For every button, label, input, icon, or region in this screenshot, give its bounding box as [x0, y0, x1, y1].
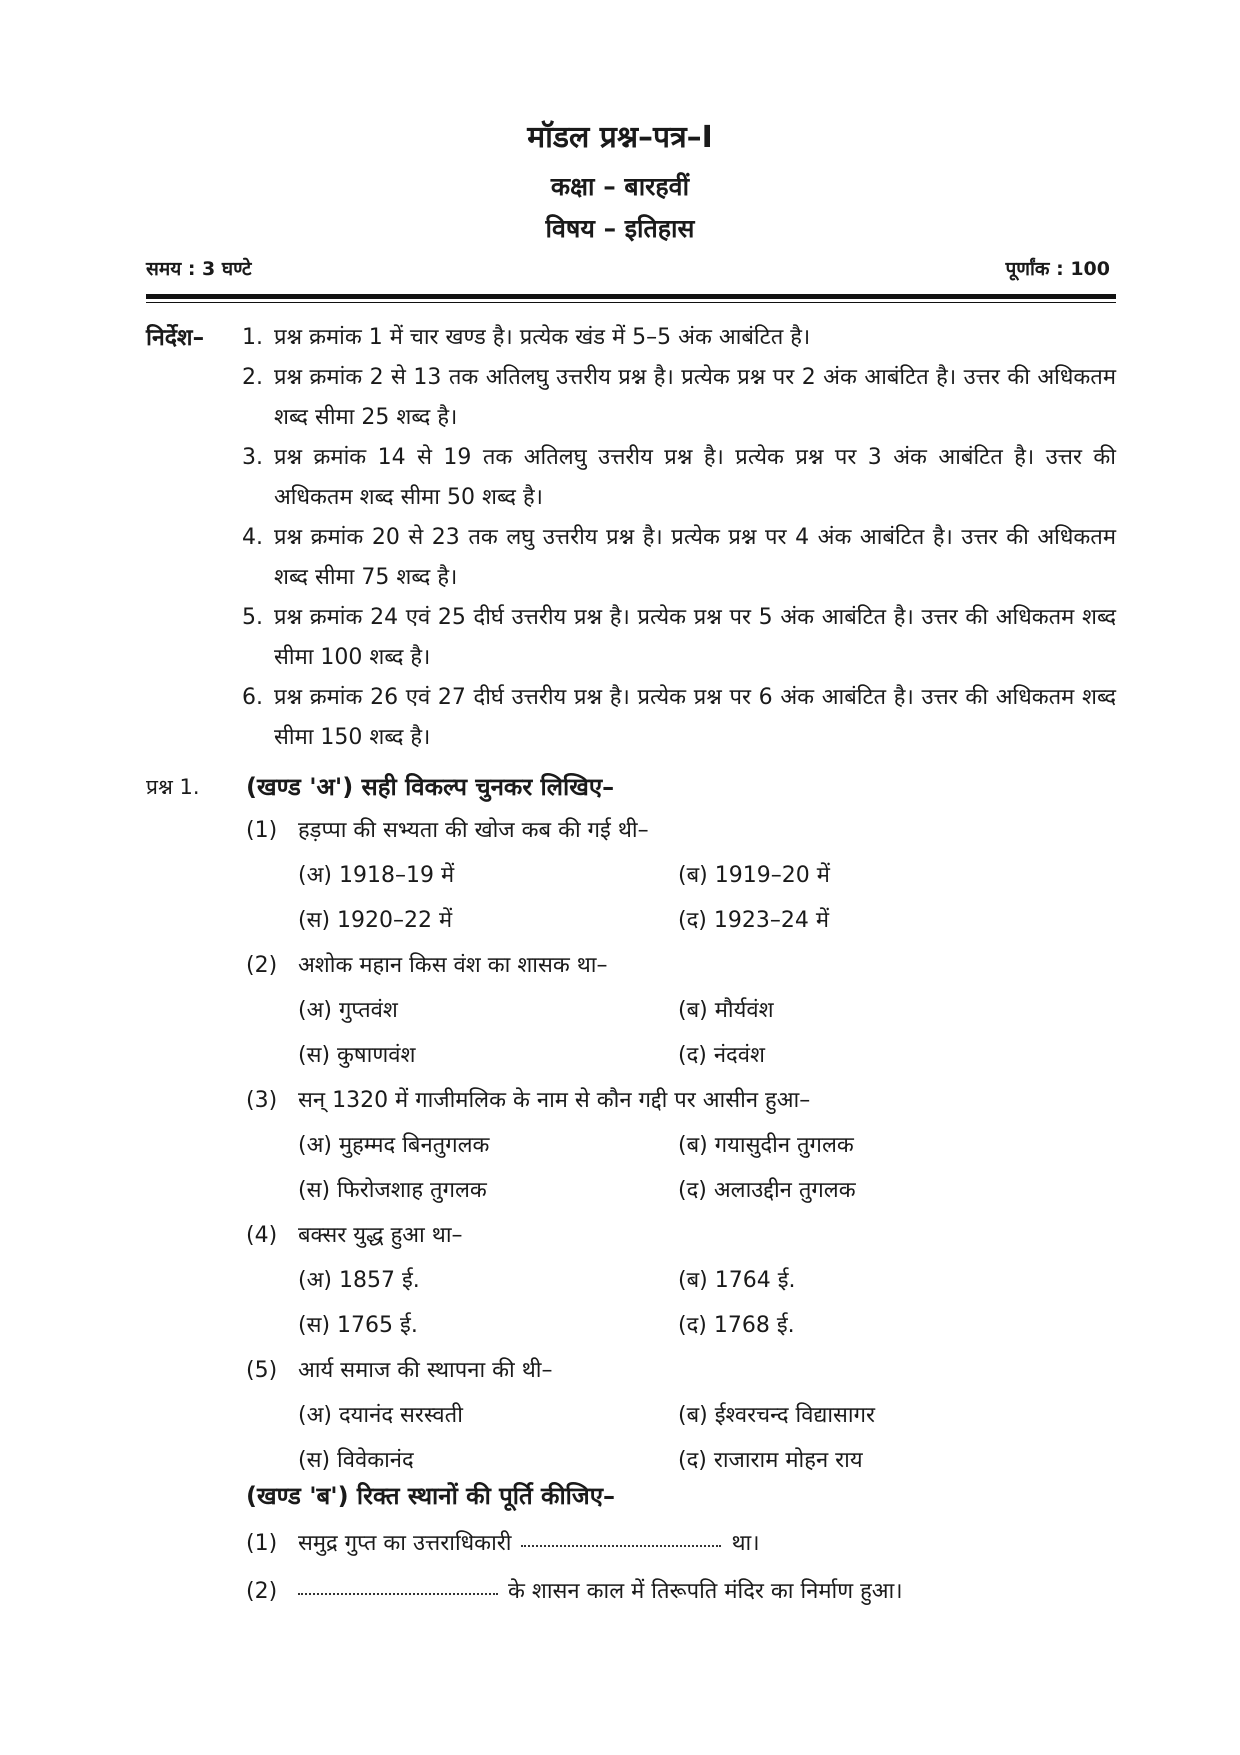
header-rule-thin — [146, 302, 1116, 303]
instruction-item — [146, 438, 1116, 518]
mcq-options — [246, 898, 1116, 943]
fill-text-after: था। — [731, 1531, 760, 1556]
mcq-number: (3) — [246, 1087, 278, 1113]
question-1-header — [146, 770, 1116, 803]
fill-item — [246, 1568, 1116, 1616]
mcq-option: (ब) ईश्वरचन्द विद्यासागर — [678, 1402, 875, 1428]
mcq-number: (1) — [246, 817, 278, 843]
mcq-option: (ब) 1919–20 में — [678, 862, 830, 888]
mcq-option: (द) राजाराम मोहन राय — [678, 1447, 863, 1473]
mcq-options — [246, 1123, 1116, 1168]
mcq-number: (4) — [246, 1222, 278, 1248]
mcq-option: (द) 1768 ई. — [678, 1312, 795, 1338]
instruction-text: प्रश्न क्रमांक 26 एवं 27 दीर्घ उत्तरीय प्रश्न है। प्रत्येक प्रश्न पर 6 अंक आबंटित है। उत्तर की अधिकतम शब्द सीमा 150 शब्द है। — [274, 685, 1116, 750]
instruction-text: प्रश्न क्रमांक 20 से 23 तक लघु उत्तरीय प्रश्न है। प्रत्येक प्रश्न पर 4 अंक आबंटित है। उत्तर की अधिकतम शब्द सीमा 75 शब्द है। — [274, 525, 1116, 590]
instruction-number: 4. — [242, 525, 263, 550]
instruction-number: 5. — [242, 605, 263, 630]
mcq-question — [246, 1213, 1116, 1258]
paper-title: मॉडल प्रश्न–पत्र–I — [527, 120, 713, 155]
mcq-option: (द) 1923–24 में — [678, 907, 829, 933]
mcq-options — [246, 853, 1116, 898]
mcq-option: (द) अलाउद्दीन तुगलक — [678, 1177, 856, 1203]
instruction-text: प्रश्न क्रमांक 14 से 19 तक अतिलघु उत्तरीय प्रश्न है। प्रत्येक प्रश्न पर 3 अंक आबंटित है। उत्तर की अधिकतम शब्द सीमा 50 शब्द है। — [274, 445, 1116, 510]
instruction-item — [146, 518, 1116, 598]
mcq-options — [246, 1033, 1116, 1078]
fill-item — [246, 1520, 1116, 1568]
instruction-item — [146, 598, 1116, 678]
mcq-option: (द) नंदवंश — [678, 1042, 765, 1068]
mcq-option: (अ) 1857 ई. — [298, 1267, 420, 1293]
mcq-question — [246, 1078, 1116, 1123]
mcq-question — [246, 808, 1116, 853]
class-line: कक्षा – बारहवीं — [550, 172, 690, 201]
mcq-options — [246, 988, 1116, 1033]
mcq-text: बक्सर युद्ध हुआ था– — [298, 1222, 463, 1248]
mcq-question — [246, 943, 1116, 988]
instruction-number: 2. — [242, 365, 263, 390]
mcq-option: (ब) मौर्यवंश — [678, 997, 774, 1023]
blank-line — [521, 1541, 721, 1547]
mcq-options — [246, 1393, 1116, 1438]
section-b-title: (खण्ड 'ब') रिक्त स्थानों की पूर्ति कीजिए– — [246, 1482, 615, 1510]
fill-text-after: के शासन काल में तिरूपति मंदिर का निर्माण हुआ। — [508, 1579, 903, 1604]
instruction-number: 3. — [242, 445, 263, 470]
instruction-item — [146, 358, 1116, 438]
mcq-option: (स) विवेकानंद — [298, 1447, 414, 1473]
mcq-text: हड़प्पा की सभ्यता की खोज कब की गई थी– — [298, 817, 649, 843]
instructions — [146, 318, 1116, 758]
mcq-text: सन् 1320 में गाजीमलिक के नाम से कौन गद्दी पर आसीन हुआ– — [298, 1087, 811, 1113]
mcq-number: (2) — [246, 952, 278, 978]
marks-label: पूर्णांक : 100 — [1005, 258, 1110, 280]
mcq-text: अशोक महान किस वंश का शासक था– — [298, 952, 608, 978]
blank-line — [298, 1589, 498, 1595]
instruction-number: 6. — [242, 685, 263, 710]
question-label: प्रश्न 1. — [146, 774, 200, 799]
mcq-option: (अ) दयानंद सरस्वती — [298, 1402, 463, 1428]
fill-number: (1) — [246, 1531, 278, 1556]
mcq-option: (स) 1920–22 में — [298, 907, 453, 933]
instruction-text: प्रश्न क्रमांक 2 से 13 तक अतिलघु उत्तरीय प्रश्न है। प्रत्येक प्रश्न पर 2 अंक आबंटित है। उत्तर की अधिकतम शब्द सीमा 25 शब्द है। — [274, 365, 1116, 430]
mcq-option: (अ) मुहम्मद बिनतुगलक — [298, 1132, 490, 1158]
mcq-option: (अ) गुप्तवंश — [298, 997, 398, 1023]
section-a-title: (खण्ड 'अ') सही विकल्प चुनकर लिखिए– — [246, 773, 615, 801]
fill-number: (2) — [246, 1579, 278, 1604]
header-rule — [146, 294, 1116, 299]
mcq-options — [246, 1303, 1116, 1348]
mcq-option: (ब) 1764 ई. — [678, 1267, 796, 1293]
time-label: समय : 3 घण्टे — [146, 258, 252, 280]
mcq-option: (ब) गयासुदीन तुगलक — [678, 1132, 854, 1158]
instruction-item — [146, 678, 1116, 758]
instructions-lead: निर्देश– — [146, 325, 205, 351]
mcq-question — [246, 1348, 1116, 1393]
instruction-item — [146, 318, 1116, 358]
mcq-option: (स) फिरोजशाह तुगलक — [298, 1177, 487, 1203]
mcq-list — [246, 808, 1116, 1483]
mcq-text: आर्य समाज की स्थापना की थी– — [298, 1357, 553, 1383]
mcq-option: (स) 1765 ई. — [298, 1312, 418, 1338]
mcq-number: (5) — [246, 1357, 278, 1383]
fill-in-blanks — [246, 1520, 1116, 1616]
mcq-option: (अ) 1918–19 में — [298, 862, 455, 888]
instruction-number: 1. — [242, 325, 263, 350]
mcq-option: (स) कुषाणवंश — [298, 1042, 416, 1068]
instruction-text: प्रश्न क्रमांक 1 में चार खण्ड है। प्रत्येक खंड में 5–5 अंक आबंटित है। — [274, 325, 811, 350]
mcq-options — [246, 1168, 1116, 1213]
fill-text-before: समुद्र गुप्त का उत्तराधिकारी — [298, 1531, 512, 1556]
instruction-text: प्रश्न क्रमांक 24 एवं 25 दीर्घ उत्तरीय प्रश्न है। प्रत्येक प्रश्न पर 5 अंक आबंटित है। उत्तर की अधिकतम शब्द सीमा 100 शब्द है। — [274, 605, 1116, 670]
subject-line: विषय – इतिहास — [545, 214, 695, 243]
mcq-options — [246, 1258, 1116, 1303]
